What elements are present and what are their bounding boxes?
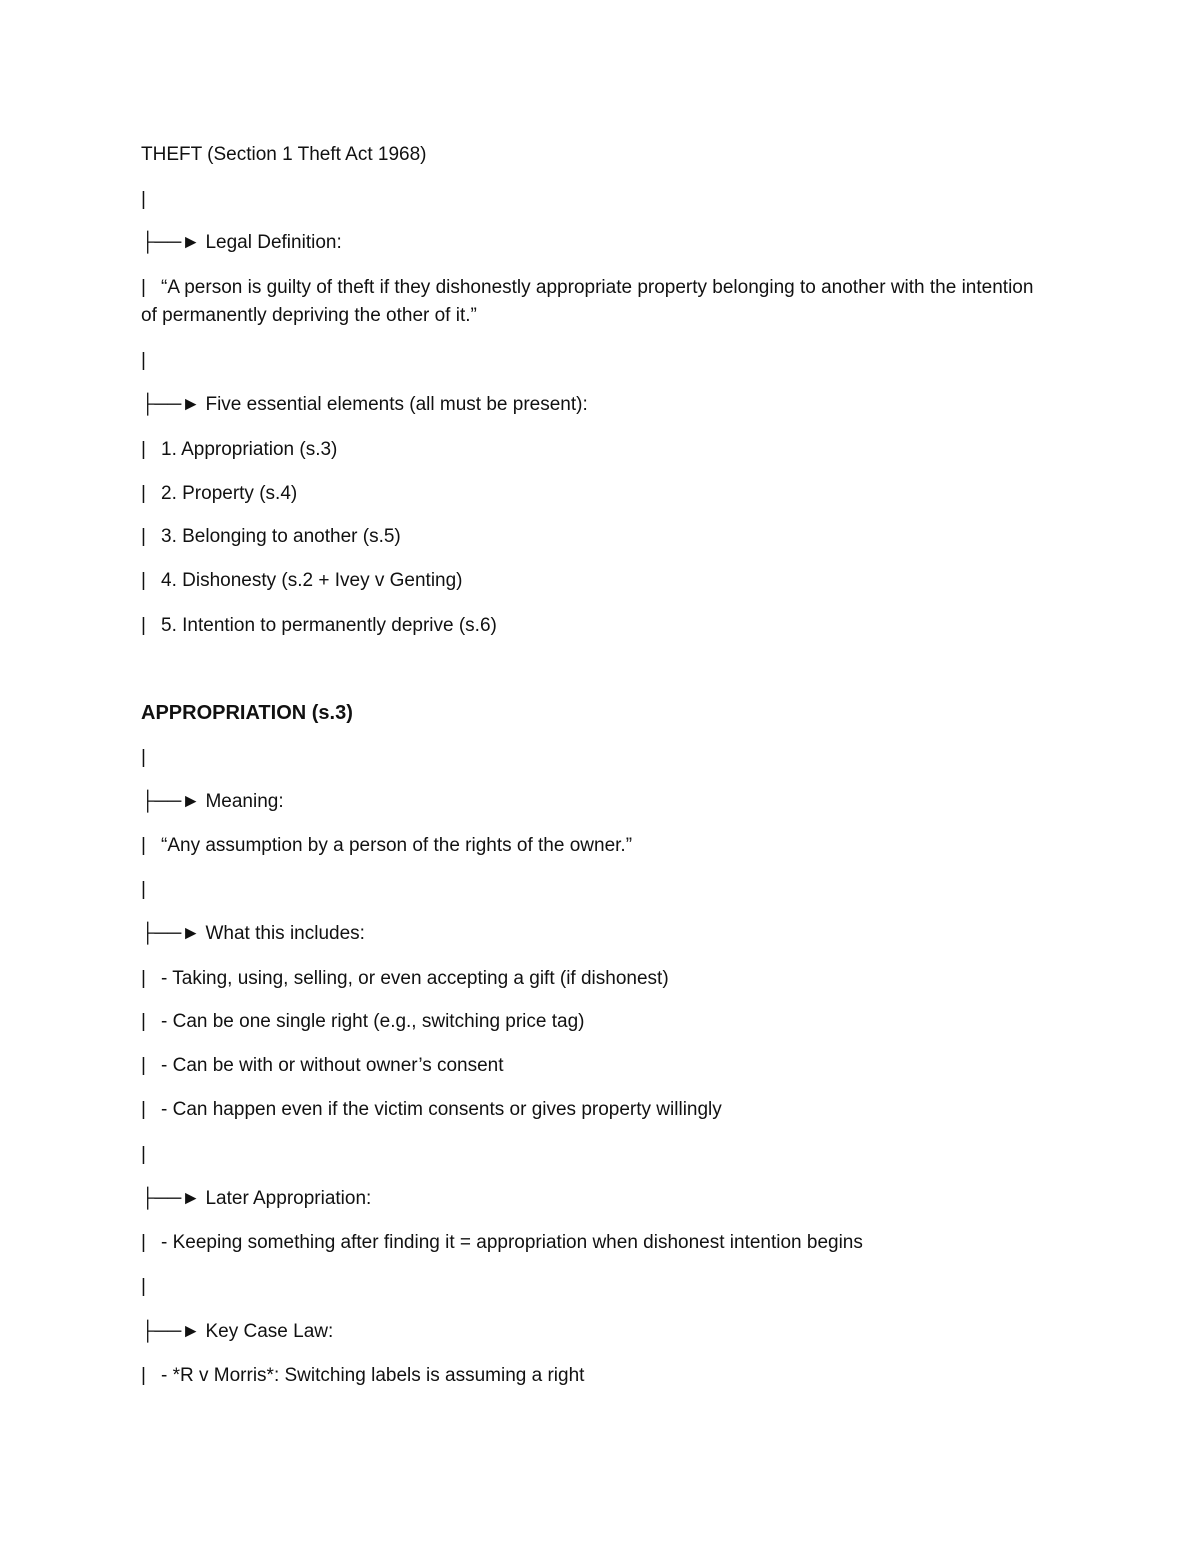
list-item — [141, 1229, 863, 1257]
element-text: 1. Appropriation (s.3) — [161, 439, 338, 460]
case-law-heading — [141, 1318, 333, 1346]
tree-connector: | — [141, 1276, 146, 1297]
include-text: - Can be with or without owner’s consent — [161, 1055, 504, 1076]
case-law-label: Key Case Law: — [205, 1321, 334, 1342]
list-item — [141, 480, 297, 508]
tree-connector: | — [141, 189, 146, 210]
meaning-heading — [141, 788, 284, 816]
theft-title: THEFT (Section 1 Theft Act 1968) — [141, 144, 427, 165]
element-text: 4. Dishonesty (s.2 + Ivey v Genting) — [161, 570, 463, 591]
meaning-label: Meaning: — [205, 791, 284, 812]
arrow-icon: ├──► — [141, 232, 206, 253]
tree-connector: | — [141, 615, 146, 636]
definition-quote — [141, 274, 1041, 330]
tree-connector: | — [141, 1099, 146, 1120]
tree-connector: | — [141, 526, 146, 547]
arrow-icon: ├──► — [141, 1188, 206, 1209]
tree-connector: | — [141, 1232, 146, 1253]
meaning-quote — [141, 832, 632, 860]
tree-connector: | — [141, 1365, 146, 1386]
arrow-icon: ├──► — [141, 923, 206, 944]
legal-definition-heading — [141, 229, 342, 257]
list-item — [141, 612, 497, 640]
include-text: - Can happen even if the victim consents or gives property willingly — [161, 1099, 722, 1120]
tree-connector: | — [141, 968, 146, 989]
list-item — [141, 523, 401, 551]
list-item — [141, 1008, 585, 1036]
legal-definition-label: Legal Definition: — [205, 232, 342, 253]
list-item — [141, 965, 669, 993]
element-text: 5. Intention to permanently deprive (s.6) — [161, 615, 497, 636]
list-item — [141, 1052, 504, 1080]
tree-connector: | — [141, 1011, 146, 1032]
list-item — [141, 1096, 722, 1124]
definition-text: “A person is guilty of theft if they dishonestly appropriate property belonging to another with the intention of permanently depriving the other of it.” — [141, 277, 1034, 326]
include-text: - Taking, using, selling, or even accepting a gift (if dishonest) — [161, 968, 669, 989]
tree-connector: | — [141, 1144, 146, 1165]
tree-connector: | — [141, 277, 146, 298]
tree-connector: | — [141, 747, 146, 768]
include-text: - Can be one single right (e.g., switching price tag) — [161, 1011, 585, 1032]
case-law-text: - *R v Morris*: Switching labels is assuming a right — [161, 1365, 585, 1386]
meaning-text: “Any assumption by a person of the rights of the owner.” — [161, 835, 633, 856]
list-item — [141, 567, 463, 595]
element-text: 2. Property (s.4) — [161, 483, 298, 504]
tree-connector: | — [141, 350, 146, 371]
tree-connector: | — [141, 879, 146, 900]
element-text: 3. Belonging to another (s.5) — [161, 526, 401, 547]
elements-label: Five essential elements (all must be present): — [205, 394, 588, 415]
tree-connector: | — [141, 570, 146, 591]
tree-connector: | — [141, 1055, 146, 1076]
appropriation-title: APPROPRIATION (s.3) — [141, 702, 353, 724]
list-item — [141, 436, 337, 464]
arrow-icon: ├──► — [141, 1321, 206, 1342]
arrow-icon: ├──► — [141, 394, 206, 415]
elements-heading — [141, 391, 588, 419]
tree-connector: | — [141, 483, 146, 504]
tree-connector: | — [141, 439, 146, 460]
list-item — [141, 1362, 584, 1390]
includes-label: What this includes: — [205, 923, 365, 944]
tree-connector: | — [141, 835, 146, 856]
arrow-icon: ├──► — [141, 791, 206, 812]
later-text: - Keeping something after finding it = appropriation when dishonest intention begins — [161, 1232, 863, 1253]
later-appropriation-heading — [141, 1185, 371, 1213]
includes-heading — [141, 920, 365, 948]
later-appropriation-label: Later Appropriation: — [205, 1188, 372, 1209]
